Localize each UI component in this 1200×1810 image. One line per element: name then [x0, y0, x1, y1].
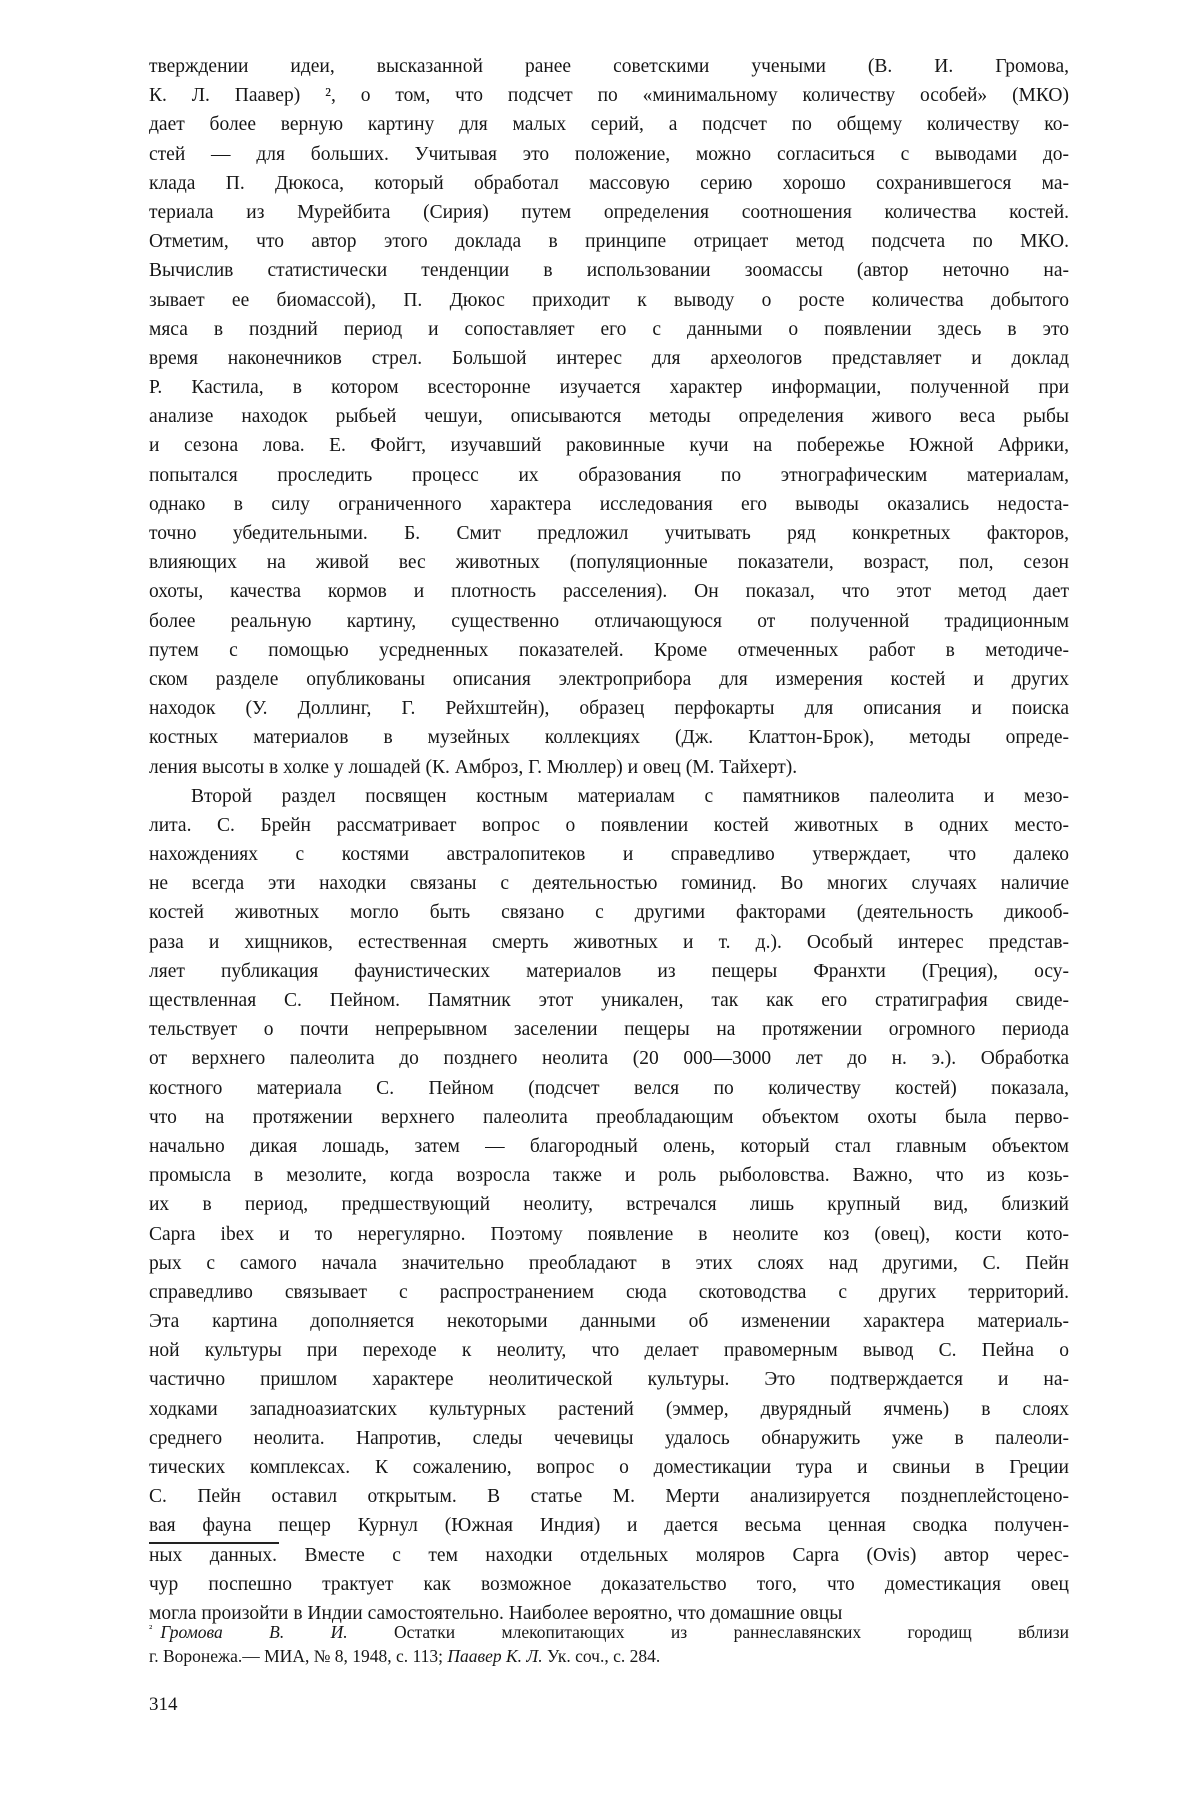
paragraph	[149, 782, 1069, 1628]
text-line: Capra ibex и то нерегулярно. Поэтому появление в неолите коз (овец), кости кото-	[149, 1223, 1069, 1245]
text-line: рых с самого начала значительно преобладают в этих слоях над другими, С. Пейн	[149, 1252, 1069, 1274]
text-line: среднего неолита. Напротив, следы чечевицы удалось обнаружить уже в палеоли-	[149, 1427, 1069, 1449]
footnote-author: Паавер К. Л.	[447, 1646, 543, 1666]
text-line: анализе находок рыбьей чешуи, описываются методы определения живого веса рыбы	[149, 406, 1069, 428]
text-line: териала из Мурейбита (Сирия) путем определения соотношения количества костей.	[149, 201, 1069, 223]
text-line: зывает ее биомассой), П. Дюкос приходит к выводу о росте количества добытого	[149, 289, 1069, 311]
page-number: 314	[149, 1694, 178, 1715]
text-line: попытался проследить процесс их образования по этнографическим материалам,	[149, 464, 1069, 486]
text-line: С. Пейн оставил открытым. В статье М. Мерти анализируется позднеплейстоцено-	[149, 1486, 1069, 1508]
text-line: К. Л. Паавер) ², о том, что подсчет по «минимальному количеству особей» (МКО)	[149, 85, 1069, 107]
text-line: справедливо связывает с распространением сюда скотоводства с других территорий.	[149, 1281, 1069, 1303]
text-line: костей животных могло быть связано с другими факторами (деятельность дикооб-	[149, 902, 1069, 924]
text-line: ления высоты в холке у лошадей (К. Амброз, Г. Мюллер) и овец (М. Тайхерт).	[149, 756, 798, 778]
text-line: и сезона лова. Е. Фойгт, изучавший раковинные кучи на побережье Южной Африки,	[149, 435, 1069, 457]
footnote-line	[149, 1643, 1069, 1670]
text-line: ляет публикация фаунистических материалов из пещеры Франхти (Греция), осу-	[149, 960, 1069, 982]
text-line: ных данных. Вместе с тем находки отдельных моляров Capra (Ovis) автор черес-	[149, 1544, 1069, 1566]
text-line: вая фауна пещер Курнул (Южная Индия) и дается весьма ценная сводка получен-	[149, 1515, 1069, 1537]
text-line: находок (У. Доллинг, Г. Рейхштейн), образец перфокарты для описания и поиска	[149, 698, 1069, 720]
text-line: охоты, качества кормов и плотность расселения). Он показал, что этот метод дает	[149, 581, 1069, 603]
text-line: Р. Кастила, в котором всесторонне изучается характер информации, полученной при	[149, 377, 1069, 399]
footnote-text: г. Воронежа.— МИА, № 8, 1948, с. 113;	[149, 1646, 444, 1666]
text-line: ходками западноазиатских культурных растений (эммер, двурядный ячмень) в слоях	[149, 1398, 1069, 1420]
text-line: ной культуры при переходе к неолиту, что делает правомерным вывод С. Пейна о	[149, 1340, 1069, 1362]
footnote-text: Остатки млекопитающих из раннеславянских городищ вблизи	[394, 1622, 1070, 1642]
text-line: раза и хищников, естественная смерть животных и т. д.). Особый интерес представ-	[149, 931, 1069, 953]
footnote-text: Ук. соч., с. 284.	[547, 1646, 661, 1666]
text-line: промысла в мезолите, когда возросла также и роль рыболовства. Важно, что из козь-	[149, 1165, 1069, 1187]
text-line: Второй раздел посвящен костным материалам с памятников палеолита и мезо-	[191, 785, 1069, 807]
text-line: однако в силу ограниченного характера исследования его выводы оказались недоста-	[149, 493, 1069, 515]
text-line: мяса в поздний период и сопоставляет его с данными о появлении здесь в это	[149, 318, 1069, 340]
footnote-line	[149, 1616, 1069, 1643]
text-line: от верхнего палеолита до позднего неолита (20 000—3000 лет до н. э.). Обработка	[149, 1048, 1069, 1070]
text-line: чур поспешно трактует как возможное доказательство того, что доместикация овец	[149, 1573, 1069, 1595]
text-line: тверждении идеи, высказанной ранее советскими учеными (В. И. Громова,	[149, 56, 1069, 77]
text-line: не всегда эти находки связаны с деятельностью гоминид. Во многих случаях наличие	[149, 873, 1069, 895]
text-line: частично пришлом характере неолитической культуры. Это подтверждается и на-	[149, 1369, 1069, 1391]
text-line: нахождениях с костями австралопитеков и справедливо утверждает, что далеко	[149, 844, 1069, 866]
text-line: Отметим, что автор этого доклада в принципе отрицает метод подсчета по МКО.	[149, 231, 1069, 253]
paragraph	[149, 52, 1069, 782]
text-line: путем с помощью усредненных показателей. Кроме отмеченных работ в методиче-	[149, 639, 1069, 661]
text-line: клада П. Дюкоса, который обработал массовую серию хорошо сохранившегося ма-	[149, 172, 1069, 194]
text-line: влияющих на живой вес животных (популяционные показатели, возраст, пол, сезон	[149, 552, 1069, 574]
text-line: тических комплексах. К сожалению, вопрос о доместикации тура и свиньи в Греции	[149, 1457, 1069, 1478]
text-line: костных материалов в музейных коллекциях (Дж. Клаттон-Брок), методы опреде-	[149, 727, 1069, 749]
text-line: что на протяжении верхнего палеолита преобладающим объектом охоты была перво-	[149, 1106, 1069, 1128]
text-line: тельствует о почти непрерывном заселении пещеры на протяжении огромного периода	[149, 1019, 1069, 1041]
text-line: лита. С. Брейн рассматривает вопрос о появлении костей животных в одних место-	[149, 814, 1069, 836]
footnote-marker: ²	[149, 1623, 153, 1635]
text-line: ском разделе опубликованы описания электроприбора для измерения костей и других	[149, 668, 1069, 690]
text-line: их в период, предшествующий неолиту, встречался лишь крупный вид, близкий	[149, 1194, 1069, 1216]
text-line: время наконечников стрел. Большой интерес для археологов представляет и доклад	[149, 347, 1069, 369]
text-line: начально дикая лошадь, затем — благородный олень, который стал главным объектом	[149, 1135, 1069, 1157]
footnote-separator	[149, 1542, 279, 1544]
text-line: дает более верную картину для малых серий, а подсчет по общему количеству ко-	[149, 114, 1069, 136]
text-line: Эта картина дополняется некоторыми данными об изменении характера материаль-	[149, 1311, 1069, 1333]
text-line: ществленная С. Пейном. Памятник этот уникален, так как его стратиграфия свиде-	[149, 990, 1069, 1011]
text-line: стей — для больших. Учитывая это положение, можно согласиться с выводами до-	[149, 143, 1069, 165]
text-line: костного материала С. Пейном (подсчет велся по количеству костей) показала,	[149, 1077, 1069, 1099]
text-line: точно убедительными. Б. Смит предложил учитывать ряд конкретных факторов,	[149, 523, 1069, 544]
text-line: более реальную картину, существенно отличающуюся от полученной традиционным	[149, 610, 1069, 632]
main-text	[149, 52, 1069, 1628]
footnote	[149, 1616, 1069, 1670]
text-line: Вычислив статистически тенденции в использовании зоомассы (автор неточно на-	[149, 260, 1069, 282]
text-line: могла произойти в Индии самостоятельно. Наиболее вероятно, что домашние овцы	[149, 1602, 843, 1624]
footnote-author: Громова В. И.	[160, 1622, 348, 1642]
